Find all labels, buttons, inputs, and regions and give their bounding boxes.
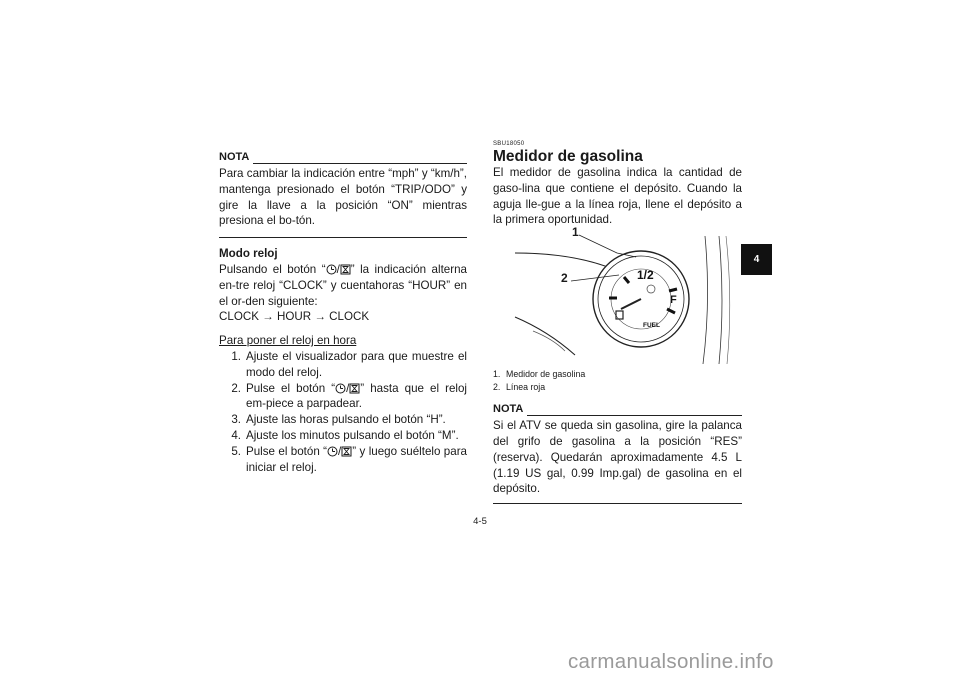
step-item: 4. Ajuste los minutos pulsando el botón “M”. <box>231 428 459 442</box>
gauge-full-mark: F <box>670 294 677 307</box>
callout-1: 1 <box>572 225 579 240</box>
clock-mode-intro: Pulsando el botón “ / ” la indicación alterna en-tre reloj “CLOCK” y cuentahoras “HOUR” en el or-den siguiente: <box>219 262 468 308</box>
hourglass-icon <box>349 383 360 394</box>
set-clock-title: Para poner el reloj en hora <box>219 334 357 348</box>
step-item: 1. Ajuste el visualizador para que muestre el modo del reloj. <box>231 349 467 379</box>
nota-header <box>219 152 467 166</box>
nota-label: NOTA <box>493 403 524 416</box>
section-body: El medidor de gasolina indica la cantidad de gaso-lina que contiene el depósito. Cuando la aguja lle-gue a la línea roja, llene el depósito a la primera oportunidad. <box>493 166 742 227</box>
fuel-gauge-illustration <box>493 231 742 364</box>
caption-item: 2. Línea roja <box>493 382 546 393</box>
nota-rule <box>253 163 467 164</box>
callout-2: 2 <box>561 271 568 286</box>
right-column <box>493 140 742 504</box>
clock-sequence: CLOCK → HOUR → CLOCK <box>219 310 370 324</box>
page-number: 4-5 <box>473 516 487 527</box>
fuel-gauge-figure <box>493 225 742 364</box>
nota-header <box>493 404 742 418</box>
nota-rule <box>527 415 742 416</box>
figure-captions <box>493 368 742 394</box>
step-item: 2. Pulse el botón “ / ” hasta que el reloj em-piece a parpadear. <box>231 381 468 411</box>
gauge-half-mark: 1/2 <box>637 268 654 283</box>
step-item: 5. Pulse el botón “ / ” y luego suéltelo para iniciar el reloj. <box>231 444 467 474</box>
clock-icon <box>327 446 338 457</box>
nota-text: Si el ATV se queda sin gasolina, gire la palanca del grifo de gasolina a la posición “RES” (reserva). Quedarán aproximadamente 4.5 L (1.19 US gal, 0.99 Imp.gal) de gasolina en el depósito. <box>493 419 742 496</box>
clock-icon <box>326 264 337 275</box>
gauge-fuel-label: FUEL <box>643 322 660 330</box>
clock-mode-heading: Modo reloj <box>219 247 278 261</box>
hourglass-icon <box>340 264 351 275</box>
left-column <box>219 152 467 475</box>
hourglass-icon <box>341 446 352 457</box>
nota-text: Para cambiar la indicación entre “mph” y “km/h”, mantenga presionado el botón “TRIP/ODO” y gire la llave a la posición “ON” mientras presiona el bo-tón. <box>219 167 467 228</box>
section-code: SBU18050 <box>493 141 525 147</box>
step-item: 3. Ajuste las horas pulsando el botón “H”. <box>231 413 446 427</box>
set-clock-steps <box>219 349 467 475</box>
section-title: Medidor de gasolina <box>493 148 643 165</box>
nota-end-rule <box>493 503 742 504</box>
nota-label: NOTA <box>219 151 250 164</box>
chapter-tab: 4 <box>741 244 772 275</box>
watermark: carmanualsonline.info <box>568 650 774 673</box>
caption-item: 1. Medidor de gasolina <box>493 369 586 380</box>
clock-icon <box>335 383 346 394</box>
